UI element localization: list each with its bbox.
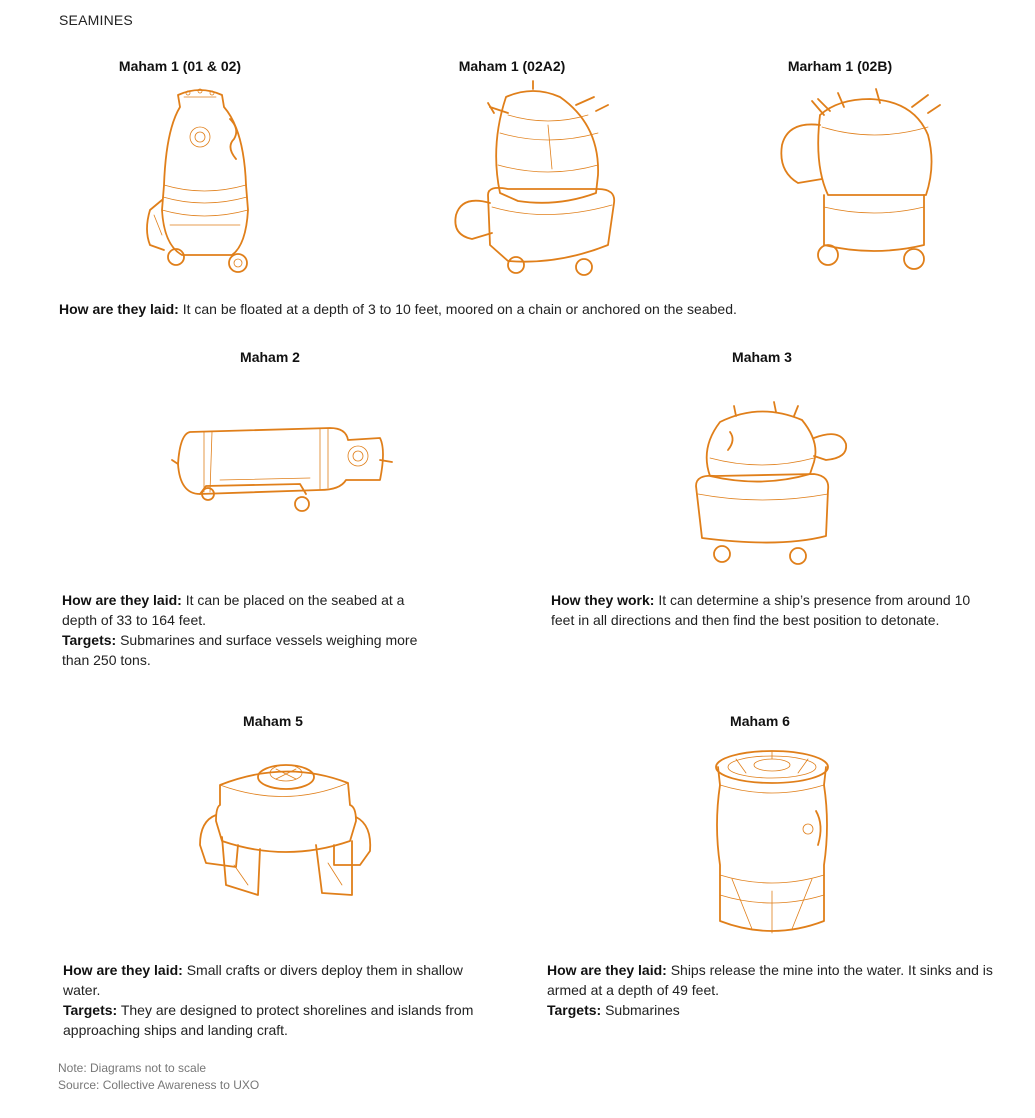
maham-3-illustration <box>690 398 855 570</box>
diagram-note: Note: Diagrams not to scale <box>58 1061 207 1075</box>
mine-name-maham-3: Maham 3 <box>732 349 792 365</box>
how-work-text: It can determine a ship’s presence from around 10 feet in all directions and then find the best position to detonate. <box>551 592 971 628</box>
source-note: Source: Collective Awareness to UXO <box>58 1078 260 1092</box>
targets-label: Targets: <box>63 1002 118 1018</box>
how-work-label: How they work: <box>551 592 655 608</box>
maham-5-illustration <box>196 745 376 915</box>
mine-name-maham-5: Maham 5 <box>243 713 303 729</box>
maham-6-illustration <box>712 745 832 937</box>
mine-name-maham-1-01-02: Maham 1 (01 & 02) <box>118 58 242 74</box>
maham-2-description <box>62 590 422 670</box>
mine-name-marham-1-02b: Marham 1 (02B) <box>787 58 893 74</box>
section-title: SEAMINES <box>59 12 133 28</box>
maham-1-01-02-illustration <box>140 85 260 280</box>
marham-1-02b-illustration <box>778 85 948 275</box>
targets-label: Targets: <box>547 1002 602 1018</box>
targets-text: Submarines <box>601 1002 680 1018</box>
how-laid-label: How are they laid: <box>63 962 183 978</box>
how-laid-label: How are they laid: <box>62 592 182 608</box>
maham-6-description <box>547 960 997 1020</box>
how-laid-text: Small crafts or divers deploy them in shallow water. <box>63 962 463 998</box>
targets-text: Submarines and surface vessels weighing more than 250 tons. <box>62 632 418 668</box>
how-laid-text: It can be floated at a depth of 3 to 10 feet, moored on a chain or anchored on the seabed. <box>178 301 737 317</box>
maham-1-how-laid <box>59 299 959 319</box>
how-laid-label: How are they laid: <box>547 962 667 978</box>
maham-1-02a2-illustration <box>448 85 618 280</box>
mine-name-maham-1-02a2: Maham 1 (02A2) <box>458 58 566 74</box>
mine-name-maham-2: Maham 2 <box>240 349 300 365</box>
how-laid-text: It can be placed on the seabed at a depth of 33 to 164 feet. <box>62 592 405 628</box>
how-laid-text: Ships release the mine into the water. It sinks and is armed at a depth of 49 feet. <box>547 962 993 998</box>
maham-3-description <box>551 590 991 630</box>
maham-5-description <box>63 960 503 1040</box>
how-laid-label: How are they laid: <box>59 301 179 317</box>
targets-text: They are designed to protect shorelines and islands from approaching ships and landing craft. <box>63 1002 474 1038</box>
maham-2-illustration <box>170 420 400 520</box>
mine-name-maham-6: Maham 6 <box>730 713 790 729</box>
targets-label: Targets: <box>62 632 117 648</box>
